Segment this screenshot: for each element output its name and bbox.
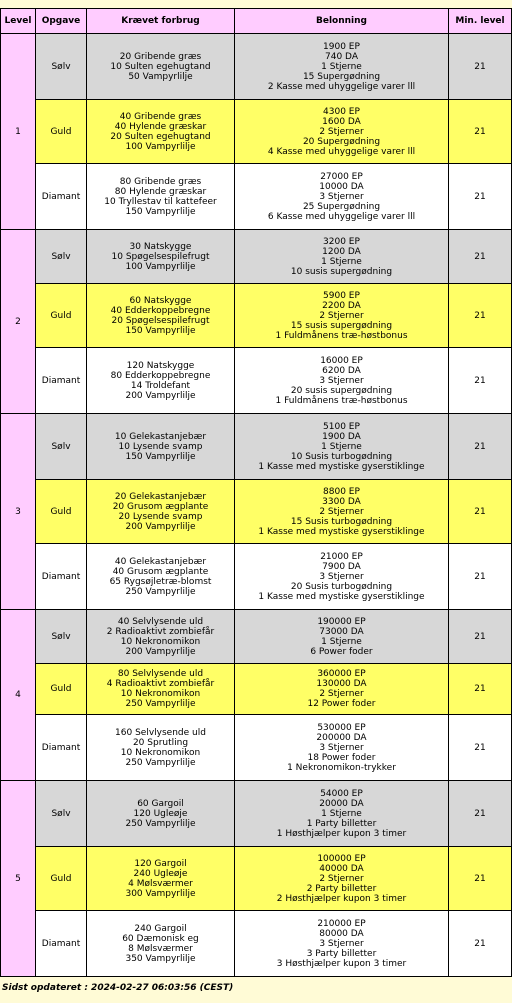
quest-table [0, 8, 512, 977]
level-number: 3 [15, 506, 21, 517]
task-type-cell [36, 664, 87, 715]
min-level: 21 [474, 742, 486, 753]
cell-line: 1 Kasse med mystiske gyserstiklinge [258, 591, 425, 602]
cell-line: 8 Mølsværmer [128, 943, 193, 954]
cell-line: 150 Vampyrlilje [125, 325, 196, 336]
cell-line: 20 Supergødning [302, 136, 381, 147]
requirement-cell [87, 715, 235, 781]
reward-cell [235, 480, 449, 544]
table-row [1, 348, 512, 414]
cell-line: 80 Hylende græskar [114, 186, 207, 197]
cell-line: 12 Power foder [307, 699, 376, 709]
cell-line: 5900 EP [323, 290, 360, 301]
min-level: 21 [474, 441, 486, 452]
cell-line: 40 Edderkoppebregne [110, 305, 211, 316]
reward-cell [235, 230, 449, 284]
task-type: Diamant [41, 375, 81, 386]
table-row [1, 781, 512, 847]
cell-line: 27000 EP [320, 171, 363, 182]
reward-cell [235, 284, 449, 348]
cell-line: 100 Vampyrlilje [125, 141, 196, 152]
cell-line: 15 Susis turbogødning [290, 516, 393, 527]
cell-line: 20 Sulten egehugtand [110, 131, 211, 142]
task-type-cell [36, 544, 87, 610]
cell-line: 100000 EP [317, 853, 366, 864]
task-type: Diamant [41, 742, 81, 753]
cell-line: 2 Stjerner [319, 506, 364, 517]
cell-line: 65 Rygsøjletræ-blomst [109, 576, 212, 587]
min-level-cell [449, 610, 512, 664]
cell-line: 3300 DA [322, 496, 361, 507]
cell-line: 10 Lysende svamp [118, 441, 203, 452]
table-row [1, 284, 512, 348]
level-cell [1, 34, 36, 230]
table-row [1, 230, 512, 284]
cell-line: 1 Stjerne [321, 636, 362, 647]
cell-line: 3200 EP [323, 236, 360, 247]
table-row [1, 610, 512, 664]
cell-line: 210000 EP [317, 918, 366, 929]
table-row [1, 847, 512, 911]
cell-line: 2 Party billetter [306, 883, 377, 894]
cell-line: 16000 EP [320, 355, 363, 366]
cell-line: 73000 DA [319, 626, 364, 637]
min-level: 21 [474, 310, 486, 321]
cell-line: 3 Stjerner [319, 375, 364, 386]
cell-line: 20 Grusom ægplante [112, 501, 209, 512]
cell-line: 20 Sprutling [132, 737, 189, 748]
cell-line: 1900 EP [323, 41, 360, 52]
task-type: Diamant [41, 571, 81, 582]
cell-line: 200 Vampyrlilje [125, 521, 196, 532]
cell-line: 2 Stjerner [319, 310, 364, 321]
task-type: Sølv [51, 441, 71, 452]
min-level-cell [449, 34, 512, 100]
requirement-cell [87, 781, 235, 847]
min-level-cell [449, 480, 512, 544]
cell-line: 40 Gelekastanjebær [114, 556, 207, 567]
cell-line: 1 Stjerne [321, 256, 362, 267]
cell-line: 4 Kasse med uhyggelige varer lll [267, 146, 416, 157]
cell-line: 80 Edderkoppebregne [110, 370, 211, 381]
cell-line: 3 Party billetter [306, 948, 377, 959]
min-level: 21 [474, 506, 486, 517]
task-type-cell [36, 610, 87, 664]
table-row [1, 414, 512, 480]
cell-line: 200 Vampyrlilje [125, 646, 196, 657]
cell-line: 240 Gargoil [134, 923, 187, 934]
cell-line: 40 Grusom ægplante [112, 566, 209, 577]
cell-line: 350 Vampyrlilje [125, 953, 196, 964]
reward-cell [235, 781, 449, 847]
task-type: Sølv [51, 631, 71, 642]
table-row [1, 100, 512, 164]
cell-line: 3 Høsthjælper kupon 3 timer [276, 958, 407, 969]
reward-cell [235, 544, 449, 610]
reward-cell [235, 414, 449, 480]
cell-line: 160 Selvlysende uld [115, 727, 206, 738]
min-level: 21 [474, 375, 486, 386]
min-level-cell [449, 284, 512, 348]
cell-line: 1 Nekronomikon-trykker [287, 762, 396, 773]
task-type-cell [36, 100, 87, 164]
cell-line: 250 Vampyrlilje [125, 699, 196, 709]
task-type: Guld [50, 310, 72, 321]
task-type: Diamant [41, 191, 81, 202]
table-row [1, 544, 512, 610]
cell-line: 3 Stjerner [319, 742, 364, 753]
cell-line: 1 Kasse med mystiske gyserstiklinge [258, 526, 425, 537]
cell-line: 6 Kasse med uhyggelige varer lll [267, 211, 416, 222]
cell-line: 3 Stjerner [319, 191, 364, 202]
reward-cell [235, 610, 449, 664]
cell-line: 360000 EP [317, 669, 366, 679]
min-level-cell [449, 230, 512, 284]
cell-line: 80 Gribende græs [119, 176, 202, 187]
cell-line: 240 Ugleøje [133, 868, 188, 879]
cell-line: 100 Vampyrlilje [125, 261, 196, 272]
task-type-cell [36, 284, 87, 348]
table-row [1, 34, 512, 100]
cell-line: 20000 DA [319, 798, 364, 809]
level-number: 2 [15, 316, 21, 327]
level-number: 1 [15, 126, 21, 137]
cell-line: 10 Sulten egehugtand [110, 61, 211, 72]
cell-line: 20 Gelekastanjebær [114, 491, 207, 502]
cell-line: 1600 DA [322, 116, 361, 127]
reward-cell [235, 164, 449, 230]
requirement-cell [87, 164, 235, 230]
cell-line: 2 Kasse med uhyggelige varer lll [267, 81, 416, 92]
cell-line: 2 Radioaktivt zombiefår [106, 626, 215, 637]
level-number: 5 [15, 873, 21, 884]
cell-line: 25 Supergødning [302, 201, 381, 212]
cell-line: 2200 DA [322, 300, 361, 311]
reward-cell [235, 664, 449, 715]
cell-line: 1 Party billetter [306, 818, 377, 829]
requirement-cell [87, 911, 235, 977]
cell-line: 18 Power foder [307, 752, 376, 763]
requirement-cell [87, 348, 235, 414]
min-level-cell [449, 348, 512, 414]
cell-line: 21000 EP [320, 551, 363, 562]
cell-line: 250 Vampyrlilje [125, 586, 196, 597]
reward-cell [235, 100, 449, 164]
cell-line: 15 Supergødning [302, 71, 381, 82]
requirement-cell [87, 284, 235, 348]
cell-line: 740 DA [325, 51, 358, 62]
cell-line: 10000 DA [319, 181, 364, 192]
cell-line: 150 Vampyrlilje [125, 451, 196, 462]
level-cell [1, 414, 36, 610]
cell-line: 2 Høsthjælper kupon 3 timer [276, 893, 407, 904]
task-type: Sølv [51, 61, 71, 72]
cell-line: 10 Tryllestav til kattefeer [104, 196, 217, 207]
reward-cell [235, 715, 449, 781]
min-level: 21 [474, 61, 486, 72]
task-type-cell [36, 164, 87, 230]
min-level: 21 [474, 571, 486, 582]
header-level: Level [1, 9, 36, 34]
cell-line: 20 Lysende svamp [118, 511, 203, 522]
cell-line: 40 Gribende græs [119, 111, 202, 122]
cell-line: 8800 EP [323, 486, 360, 497]
cell-line: 6 Power foder [310, 646, 373, 657]
requirement-cell [87, 414, 235, 480]
reward-cell [235, 911, 449, 977]
task-type: Sølv [51, 808, 71, 819]
cell-line: 10 Nekronomikon [120, 636, 201, 647]
task-type-cell [36, 781, 87, 847]
task-type-cell [36, 34, 87, 100]
cell-line: 15 susis supergødning [290, 320, 393, 331]
cell-line: 40000 DA [319, 863, 364, 874]
task-type: Guld [50, 684, 72, 694]
cell-line: 60 Gargoil [137, 798, 184, 809]
min-level: 21 [474, 191, 486, 202]
cell-line: 190000 EP [317, 616, 366, 627]
cell-line: 300 Vampyrlilje [125, 888, 196, 899]
cell-line: 10 Nekronomikon [120, 747, 201, 758]
min-level: 21 [474, 938, 486, 949]
cell-line: 3 Stjerner [319, 938, 364, 949]
cell-line: 40 Hylende græskar [114, 121, 207, 132]
task-type-cell [36, 911, 87, 977]
cell-line: 80 Selvlysende uld [117, 669, 204, 679]
cell-line: 4300 EP [323, 106, 360, 117]
header-task: Opgave [36, 9, 87, 34]
cell-line: 200 Vampyrlilje [125, 390, 196, 401]
header-requirement: Krævet forbrug [87, 9, 235, 34]
requirement-cell [87, 664, 235, 715]
requirement-cell [87, 100, 235, 164]
table-row [1, 480, 512, 544]
requirement-cell [87, 230, 235, 284]
cell-line: 54000 EP [320, 788, 363, 799]
min-level-cell [449, 100, 512, 164]
min-level: 21 [474, 684, 486, 694]
min-level-cell [449, 715, 512, 781]
cell-line: 1 Stjerne [321, 441, 362, 452]
task-type-cell [36, 414, 87, 480]
task-type: Guld [50, 126, 72, 137]
task-type-cell [36, 715, 87, 781]
min-level: 21 [474, 251, 486, 262]
cell-line: 130000 DA [316, 679, 367, 689]
task-type: Guld [50, 506, 72, 517]
reward-cell [235, 348, 449, 414]
reward-cell [235, 847, 449, 911]
cell-line: 530000 EP [317, 722, 366, 733]
requirement-cell [87, 544, 235, 610]
cell-line: 60 Dæmonisk eg [122, 933, 199, 944]
cell-line: 1900 DA [322, 431, 361, 442]
cell-line: 1 Fuldmånens træ-høstbonus [275, 330, 408, 341]
cell-line: 20 Susis turbogødning [290, 581, 393, 592]
cell-line: 20 Spøgelsespilefrugt [111, 315, 210, 326]
cell-line: 2 Stjerner [319, 689, 364, 699]
cell-line: 10 Gelekastanjebær [114, 431, 207, 442]
requirement-cell [87, 847, 235, 911]
cell-line: 2 Stjerner [319, 873, 364, 884]
task-type-cell [36, 847, 87, 911]
cell-line: 40 Selvlysende uld [117, 616, 204, 627]
min-level-cell [449, 164, 512, 230]
header-row [1, 9, 512, 34]
cell-line: 10 Nekronomikon [120, 689, 201, 699]
min-level-cell [449, 414, 512, 480]
cell-line: 3 Stjerner [319, 571, 364, 582]
cell-line: 60 Natskygge [129, 295, 192, 306]
cell-line: 50 Vampyrlilje [128, 71, 193, 82]
cell-line: 20 susis supergødning [290, 385, 393, 396]
min-level: 21 [474, 873, 486, 884]
header-min-level: Min. level [449, 9, 512, 34]
cell-line: 120 Gargoil [134, 858, 187, 869]
cell-line: 120 Ugleøje [133, 808, 188, 819]
cell-line: 1200 DA [322, 246, 361, 257]
cell-line: 4 Mølsværmer [128, 878, 193, 889]
task-type: Sølv [51, 251, 71, 262]
level-number: 4 [15, 690, 21, 700]
header-reward: Belonning [235, 9, 449, 34]
cell-line: 10 Susis turbogødning [290, 451, 393, 462]
cell-line: 1 Kasse med mystiske gyserstiklinge [258, 461, 425, 472]
table-row [1, 911, 512, 977]
cell-line: 80000 DA [319, 928, 364, 939]
cell-line: 20 Gribende græs [119, 51, 202, 62]
task-type-cell [36, 348, 87, 414]
table-row [1, 664, 512, 715]
cell-line: 10 Spøgelsespilefrugt [111, 251, 210, 262]
cell-line: 250 Vampyrlilje [125, 757, 196, 768]
quest-table-body [1, 34, 512, 977]
cell-line: 1 Stjerne [321, 808, 362, 819]
min-level-cell [449, 664, 512, 715]
min-level-cell [449, 911, 512, 977]
min-level-cell [449, 781, 512, 847]
min-level: 21 [474, 126, 486, 137]
cell-line: 150 Vampyrlilje [125, 206, 196, 217]
level-cell [1, 781, 36, 977]
cell-line: 6200 DA [322, 365, 361, 376]
cell-line: 1 Stjerne [321, 61, 362, 72]
requirement-cell [87, 610, 235, 664]
cell-line: 120 Natskygge [126, 360, 195, 371]
cell-line: 1 Fuldmånens træ-høstbonus [275, 395, 408, 406]
requirement-cell [87, 480, 235, 544]
task-type: Diamant [41, 938, 81, 949]
reward-cell [235, 34, 449, 100]
cell-line: 2 Stjerner [319, 126, 364, 137]
table-row [1, 715, 512, 781]
cell-line: 1 Høsthjælper kupon 3 timer [276, 828, 407, 839]
level-cell [1, 610, 36, 781]
cell-line: 14 Troldefant [130, 380, 191, 391]
task-type-cell [36, 230, 87, 284]
cell-line: 5100 EP [323, 421, 360, 432]
min-level-cell [449, 847, 512, 911]
cell-line: 10 susis supergødning [290, 266, 393, 277]
cell-line: 250 Vampyrlilje [125, 818, 196, 829]
cell-line: 4 Radioaktivt zombiefår [106, 679, 215, 689]
cell-line: 30 Natskygge [129, 241, 192, 252]
table-row [1, 164, 512, 230]
cell-line: 200000 DA [316, 732, 367, 743]
last-updated: Sidst opdateret : 2024-02-27 06:03:56 (CEST) [2, 983, 234, 993]
min-level: 21 [474, 631, 486, 642]
task-type-cell [36, 480, 87, 544]
level-cell [1, 230, 36, 414]
task-type: Guld [50, 873, 72, 884]
cell-line: 7900 DA [322, 561, 361, 572]
min-level: 21 [474, 808, 486, 819]
requirement-cell [87, 34, 235, 100]
min-level-cell [449, 544, 512, 610]
